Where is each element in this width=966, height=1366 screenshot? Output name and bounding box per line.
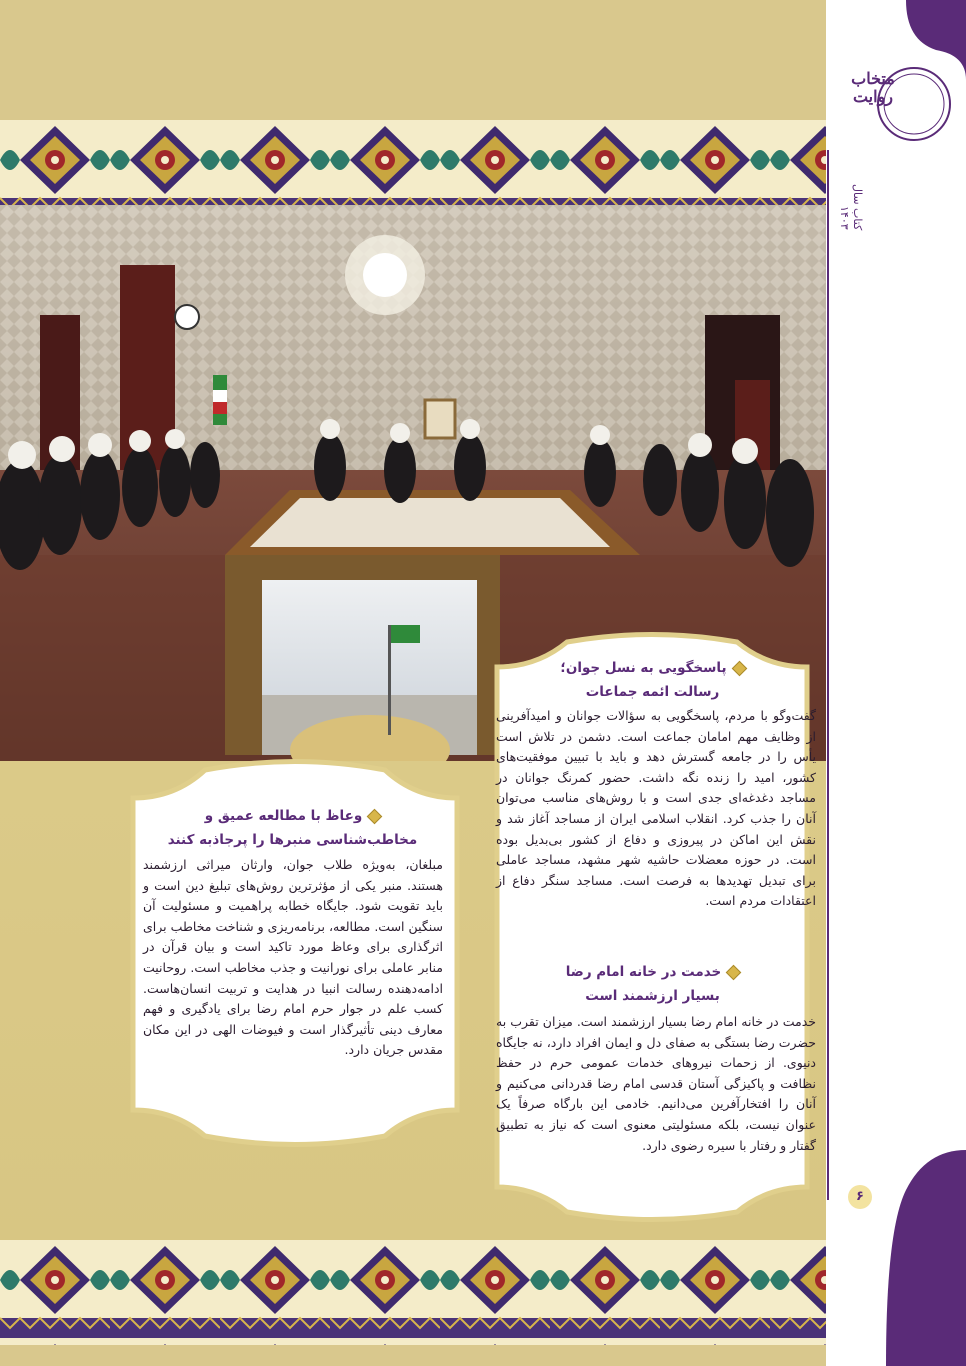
card-left-subheading: مخاطب‌شناسی منبرها را پرجاذبه کنند (167, 832, 418, 848)
ornamental-band-bottom (0, 1240, 827, 1345)
sidebar-bottom-ornament (826, 1150, 966, 1366)
card-left-heading (140, 808, 445, 824)
card-right-paragraph: گفت‌وگو با مردم، پاسخگویی به سؤالات جوانان و امیدآفرینی از وظایف مهم امامان جماعت است. دشمن در تلاش است یأس را در جامعه گسترش دهد و باید با تبیین موفقیت‌های کشور، امید را زنده نگه داشت. حضور کمرنگ جوانان در مساجد دغدغه‌ای جدی است و با روش‌های مناسب می‌توان آنان را جذب کرد. انقلاب اسلامی ایران از مساجد آغاز شد و نقش این اماکن در پیروزی و دفاع از کشور بی‌بدیل بوده است. در حوزه معضلات حاشیه شهر مشهد، مساجد عاملی برای تبدیل تهدیدها به فرصت است. مساجد سنگر دفاع از اعتقادات مردم است. (496, 708, 816, 909)
card-right-heading2-sub: بسیار ارزشمند است (585, 988, 720, 1004)
card-right-heading (505, 660, 800, 676)
page-number: ۶ (848, 1185, 872, 1209)
card-right-heading2 (505, 964, 800, 980)
card-right-heading2-line1: خدمت در خانه امام رضا (565, 964, 722, 980)
card-right-paragraph2: خدمت در خانه امام رضا بسیار ارزشمند است. میزان تقرب به حضرت رضا بستگی به صفای دل و ایمان افراد دارد، نه جایگاه دنیوی. از زحمات نیروهای خدمات عمومی حرم در حفظ نظافت و پاکیزگی آستان قدسی امام رضا قدردانی می‌کنیم و آنان را افتخارآفرین می‌دانیم. خادمی این بارگاه صرفاً یک عنوان نیست، بلکه مسئولیتی معنوی است که نیاز به تطبیق گفتار و رفتار با سیره رضوی دارد. (496, 1014, 816, 1153)
card-left-heading-line1: وعاظ با مطالعه عمیق و (204, 808, 363, 824)
card-right-subheading: رسالت ائمه جماعات (585, 684, 720, 700)
diamond-icon (726, 964, 742, 980)
card-right-heading-line1: پاسخگویی به نسل جوان؛ (560, 660, 727, 676)
book-label: کتاب سال ۱۴۰۳ (838, 183, 864, 230)
sidebar-divider (827, 150, 829, 1200)
magazine-logo: متخاب روایت (851, 69, 895, 106)
diamond-icon (731, 660, 747, 676)
ornamental-band-top (0, 120, 827, 218)
diamond-icon (367, 808, 383, 824)
card-left-paragraph: مبلغان، به‌ویژه طلاب جوان، وارثان میراثی ارزشمند هستند. منبر یکی از مؤثرترین روش‌های تبلیغ دین است و باید تقویت شود. جایگاه خطابه پراهمیت و مسئولیت آن سنگین است. مطالعه، برنامه‌ریزی و شناخت مخاطب برای اثرگذاری برای وعاظ مورد تاکید است و بیان قرآن در منابر عاملی برای نورانیت و جذب مخاطب است. روحانیت ادامه‌دهنده رسالت انبیا در هدایت و تربیت انسان‌هاست. کسب علم در جوار حرم امام رضا برای یادگیری و فهم معارف دینی تأثیرگذار است و فیوضات الهی در این مکان مقدس جریان دارد. (143, 857, 443, 1058)
